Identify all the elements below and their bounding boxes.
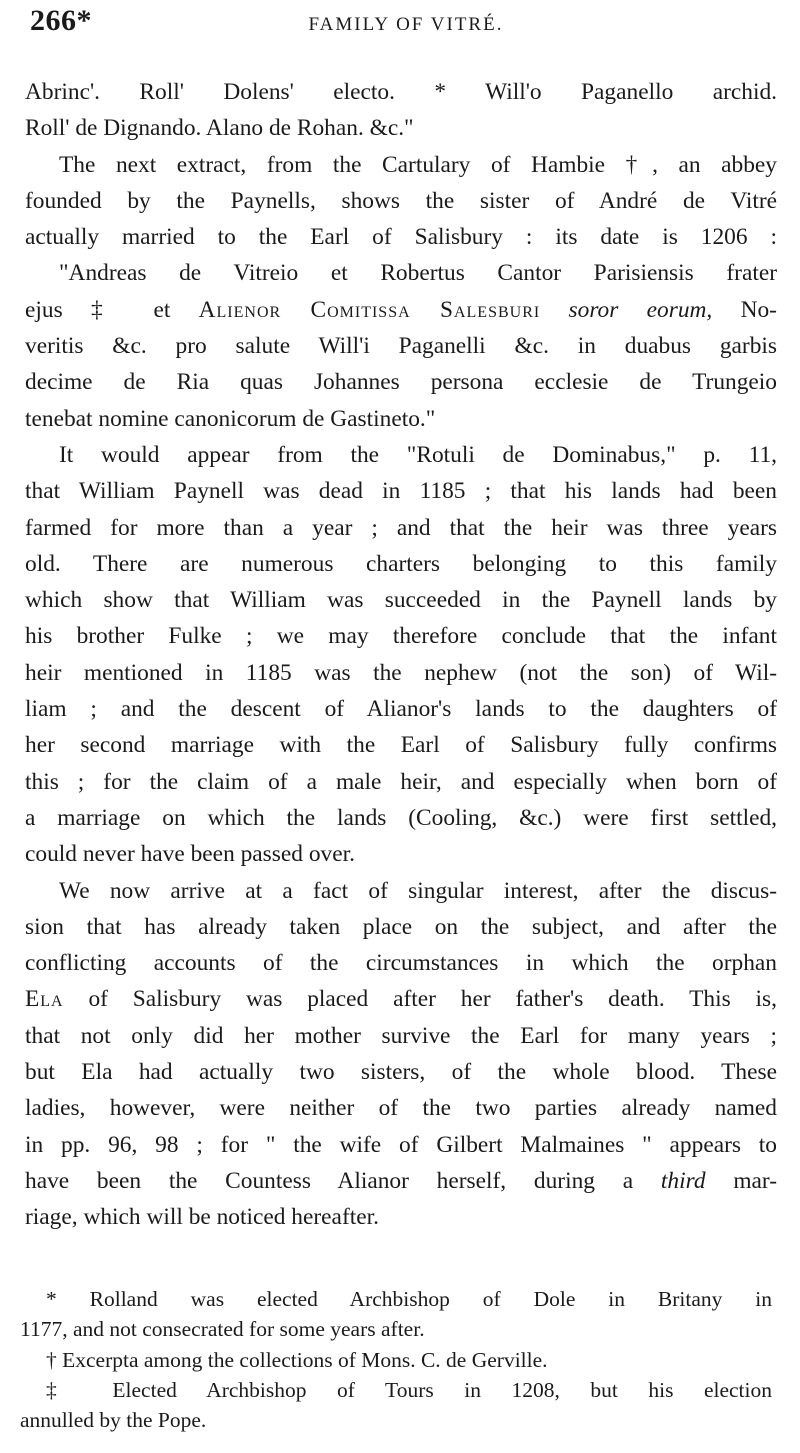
text-line: founded by the Paynells, shows the sister of André de Vitré: [25, 187, 777, 214]
text-line: We now arrive at a fact of singular interest, after the discus-: [59, 877, 777, 904]
text-line: riage, which will be noticed hereafter.: [25, 1204, 379, 1231]
footnote-line: 1177, and not consecrated for some years after.: [20, 1317, 425, 1342]
page-header: [30, 4, 782, 44]
running-title: FAMILY OF VITRÉ.: [308, 14, 504, 35]
text-line: farmed for more than a year ; and that the heir was three years: [25, 514, 777, 541]
text-line: Roll' de Dignando. Alano de Rohan. &c.": [25, 115, 414, 142]
text-line: [25, 1163, 777, 1199]
text-line: her second marriage with the Earl of Salisbury fully confirms: [25, 732, 777, 759]
footnote-line: ‡ Elected Archbishop of Tours in 1208, but his election: [46, 1377, 772, 1402]
page-number: 266*: [30, 4, 92, 37]
text-line: that William Paynell was dead in 1185 ; that his lands had been: [25, 478, 777, 505]
text-line: [25, 292, 777, 328]
text-line: actually married to the Earl of Salisbury : its date is 1206 :: [25, 224, 777, 251]
text-line: old. There are numerous charters belonging to this family: [25, 550, 777, 577]
text-line: which show that William was succeeded in the Paynell lands by: [25, 587, 777, 614]
footnote-line: † Excerpta among the collections of Mons. C. de Gerville.: [46, 1347, 548, 1372]
text-line: a marriage on which the lands (Cooling, &c.) were first settled,: [25, 804, 777, 831]
text-line: this ; for the claim of a male heir, and especially when born of: [25, 768, 777, 795]
footnote-line: * Rolland was elected Archbishop of Dole in Britany in: [46, 1287, 772, 1311]
text-line: heir mentioned in 1185 was the nephew (not the son) of Wil-: [25, 659, 777, 686]
main-text: [25, 74, 777, 1236]
text-segment: of Salisbury was placed after her father's death. This is,: [88, 986, 777, 1013]
text-segment: have been the Countess Alianor herself, during a: [25, 1167, 634, 1194]
text-line: [25, 981, 777, 1017]
text-line: could never have been passed over.: [25, 841, 355, 868]
text-segment: No-: [740, 296, 777, 323]
footnotes: [20, 1284, 772, 1435]
text-line: tenebat nomine canonicorum de Gastineto.": [25, 405, 436, 432]
text-line: that not only did her mother survive the Earl for many years ;: [25, 1022, 777, 1049]
text-line: veritis &c. pro salute Will'i Paganelli &c. in duabus garbis: [25, 333, 777, 360]
italic-word: third: [660, 1167, 706, 1194]
name-small-caps: Ela: [25, 986, 64, 1013]
text-line: but Ela had actually two sisters, of the whole blood. These: [25, 1059, 777, 1086]
text-line: his brother Fulke ; we may therefore conclude that the infant: [25, 623, 777, 650]
text-line: ladies, however, were neither of the two parties already named: [25, 1095, 777, 1122]
footnote-line: annulled by the Pope.: [20, 1408, 207, 1433]
text-line: Abrinc'. Roll' Dolens' electo. * Will'o Paganello archid.: [25, 79, 777, 105]
italic-phrase: soror eorum,: [568, 296, 713, 323]
text-line: in pp. 96, 98 ; for " the wife of Gilbert Malmaines " appears to: [25, 1131, 777, 1158]
text-segment: mar-: [733, 1167, 777, 1194]
text-line: It would appear from the "Rotuli de Dominabus," p. 11,: [59, 441, 777, 468]
text-line: The next extract, from the Cartulary of Hambie †, an abbey: [59, 151, 777, 178]
text-line: decime de Ria quas Johannes persona ecclesie de Trungeio: [25, 369, 777, 396]
text-line: sion that has already taken place on the subject, and after the: [25, 913, 777, 940]
name-small-caps: Alienor Comitissa Salesburi: [198, 296, 541, 323]
text-line: liam ; and the descent of Alianor's lands to the daughters of: [25, 696, 777, 723]
text-line: conflicting accounts of the circumstances in which the orphan: [25, 950, 777, 977]
text-line: "Andreas de Vitreio et Robertus Cantor Parisiensis frater: [59, 260, 777, 287]
text-segment: ejus ‡ et: [25, 296, 171, 323]
